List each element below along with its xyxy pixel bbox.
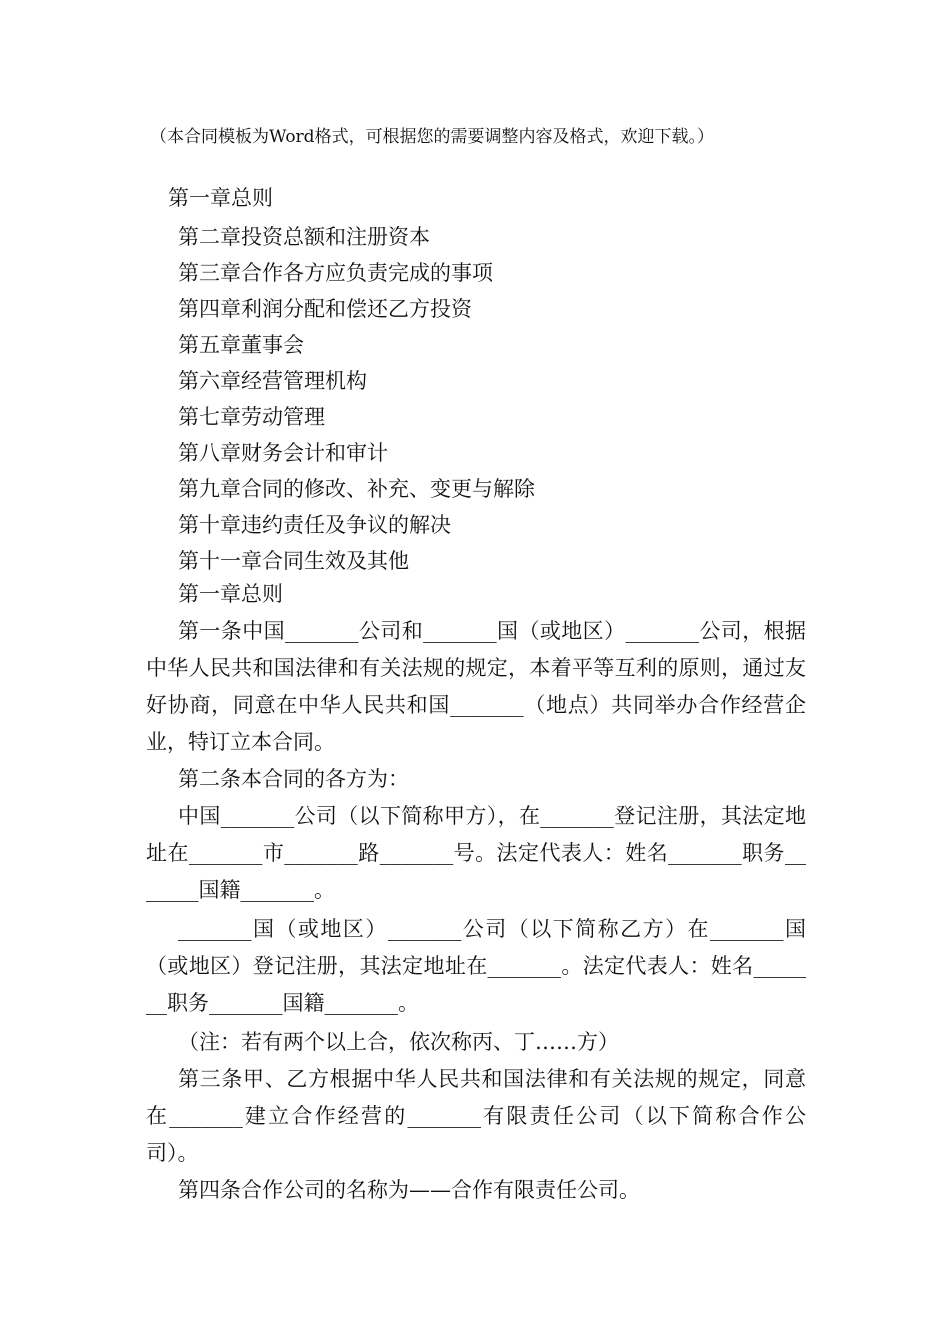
article-3: 第三条甲、乙方根据中华人民共和国法律和有关法规的规定，同意在_______建立合作经营的_______有限责任公司（以下简称合作公司）。 [146, 1067, 806, 1165]
toc-item: 第十一章合同生效及其他 [178, 549, 409, 573]
toc-item: 第十章违约责任及争议的解决 [178, 513, 451, 537]
toc-item: 第八章财务会计和审计 [178, 441, 388, 465]
article-2-heading: 第二条本合同的各方为： [178, 767, 409, 791]
article-4: 第四条合作公司的名称为——合作有限责任公司。 [178, 1178, 640, 1202]
toc-item: 第五章董事会 [178, 333, 304, 357]
party-b-clause: _______国（或地区）_______公司（以下简称乙方）在_______国（或地区）登记注册，其法定地址在_______。法定代表人：姓名_______职务_______国籍_______。 [146, 917, 806, 1015]
parties-note: （注：若有两个以上合，依次称丙、丁……方） [178, 1030, 619, 1054]
toc-item: 第六章经营管理机构 [178, 369, 367, 393]
article-1: 第一条中国_______公司和_______国（或地区）_______公司，根据中华人民共和国法律和有关法规的规定，本着平等互利的原则，通过友好协商，同意在中华人民共和国_______（地点）共同举办合作经营企业，特订立本合同。 [146, 619, 806, 754]
toc-item: 第九章合同的修改、补充、变更与解除 [178, 477, 535, 501]
toc-item-chapter-1: 第一章总则 [168, 186, 273, 210]
contract-body [146, 576, 806, 1209]
chapter-heading: 第一章总则 [178, 582, 283, 606]
toc-item: 第四章利润分配和偿还乙方投资 [178, 297, 472, 321]
party-a-clause: 中国_______公司（以下简称甲方），在_______登记注册，其法定地址在_______市_______路_______号。法定代表人：姓名_______职务_______国籍_______。 [146, 804, 806, 902]
toc-item: 第二章投资总额和注册资本 [178, 225, 430, 249]
toc-item: 第三章合作各方应负责完成的事项 [178, 261, 493, 285]
toc-list [178, 219, 535, 579]
template-note: （本合同模板为Word格式，可根据您的需要调整内容及格式，欢迎下载。） [150, 127, 715, 147]
toc-item: 第七章劳动管理 [178, 405, 325, 429]
